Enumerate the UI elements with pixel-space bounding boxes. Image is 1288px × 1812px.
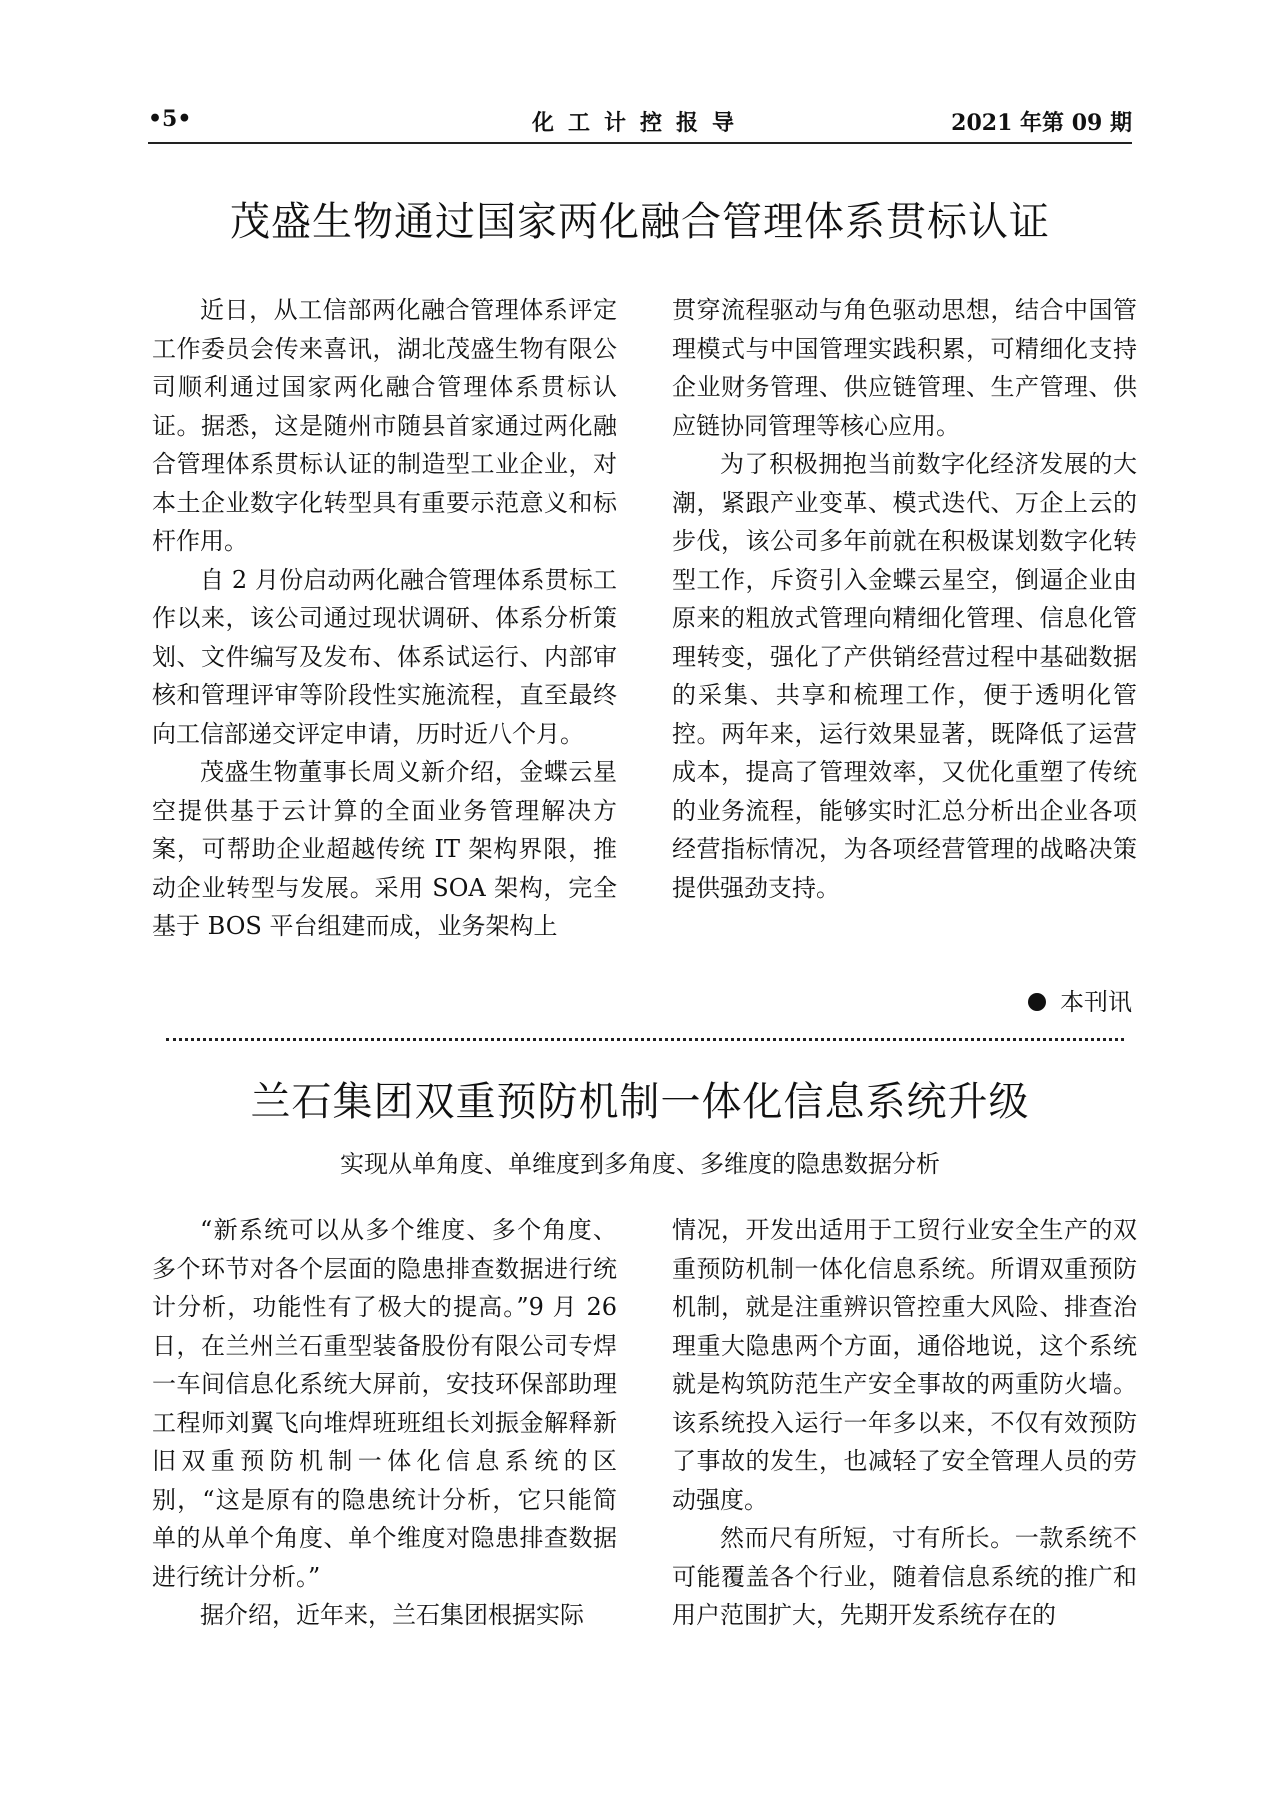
article1-right-column: [672, 291, 1137, 907]
article2-right-column: [672, 1211, 1137, 1635]
article1-title: 茂盛生物通过国家两化融合管理体系贯标认证: [230, 199, 1050, 245]
article1-byline: [1028, 982, 1132, 1017]
article2-paragraph: “新系统可以从多个维度、多个角度、多个环节对各个层面的隐患排查数据进行统计分析，功能性有了极大的提高。”9 月 26 日，在兰州兰石重型装备股份有限公司专焊一车间信息化系统大屏前，安技环保部助理工程师刘翼飞向堆焊班班组长刘振金解释新旧双重预防机制一体化信息系统的区别，“这是原有的隐患统计分析，它只能简单的从单个角度、单个维度对隐患排查数据进行统计分析。”: [152, 1216, 617, 1591]
article2-title: 兰石集团双重预防机制一体化信息系统升级: [250, 1079, 1030, 1125]
article1-paragraph: 近日，从工信部两化融合管理体系评定工作委员会传来喜讯，湖北茂盛生物有限公司顺利通过国家两化融合管理体系贯标认证。据悉，这是随州市随县首家通过两化融合管理体系贯标认证的制造型工业企业，对本土企业数字化转型具有重要示范意义和标杆作用。: [152, 296, 617, 555]
article2-continuation: 情况，开发出适用于工贸行业安全生产的双重预防机制一体化信息系统。所谓双重预防机制，就是注重辨识管控重大风险、排查治理重大隐患两个方面，通俗地说，这个系统就是构筑防范生产安全事故的两重防火墙。该系统投入运行一年多以来，不仅有效预防了事故的发生，也减轻了安全管理人员的劳动强度。: [672, 1216, 1137, 1514]
page-header: [148, 100, 1132, 144]
article1-paragraph: 自 2 月份启动两化融合管理体系贯标工作以来，该公司通过现状调研、体系分析策划、文件编写及发布、体系试运行、内部审核和管理评审等阶段性实施流程，直至最终向工信部递交评定申请，历时近八个月。: [152, 565, 617, 748]
magazine-title: 化工计控报导: [531, 110, 748, 136]
dotted-divider: [166, 1038, 1124, 1041]
article1-paragraph: 为了积极拥抱当前数字化经济发展的大潮，紧跟产业变革、模式迭代、万企上云的步伐，该公司多年前就在积极谋划数字化转型工作，斥资引入金蝶云星空，倒逼企业由原来的粗放式管理向精细化管理、信息化管理转变，强化了产供销经营过程中基础数据的采集、共享和梳理工作，便于透明化管控。两年来，运行效果显著，既降低了运营成本，提高了管理效率，又优化重塑了传统的业务流程，能够实时汇总分析出企业各项经营指标情况，为各项经营管理的战略决策提供强劲支持。: [672, 450, 1137, 902]
article2-subtitle: 实现从单角度、单维度到多角度、多维度的隐患数据分析: [340, 1150, 940, 1178]
article2-left-column: [152, 1211, 617, 1635]
article1-paragraph: 茂盛生物董事长周义新介绍，金蝶云星空提供基于云计算的全面业务管理解决方案，可帮助企业超越传统 IT 架构界限，推动企业转型与发展。采用 SOA 架构，完全基于 BOS 平台组建而成，业务架构上: [152, 758, 617, 940]
issue-label: 2021 年第 09 期: [951, 110, 1132, 136]
bullet-icon: [1028, 993, 1046, 1011]
article2-paragraph: 据介绍，近年来，兰石集团根据实际: [200, 1601, 584, 1629]
article1-left-column: [152, 291, 617, 946]
page-number: •5•: [148, 106, 192, 132]
byline-text: 本刊讯: [1060, 988, 1132, 1016]
article1-continuation: 贯穿流程驱动与角色驱动思想，结合中国管理模式与中国管理实践积累，可精细化支持企业财务管理、供应链管理、生产管理、供应链协同管理等核心应用。: [672, 296, 1137, 440]
article2-paragraph: 然而尺有所短，寸有所长。一款系统不可能覆盖各个行业，随着信息系统的推广和用户范围扩大，先期开发系统存在的: [672, 1524, 1137, 1629]
